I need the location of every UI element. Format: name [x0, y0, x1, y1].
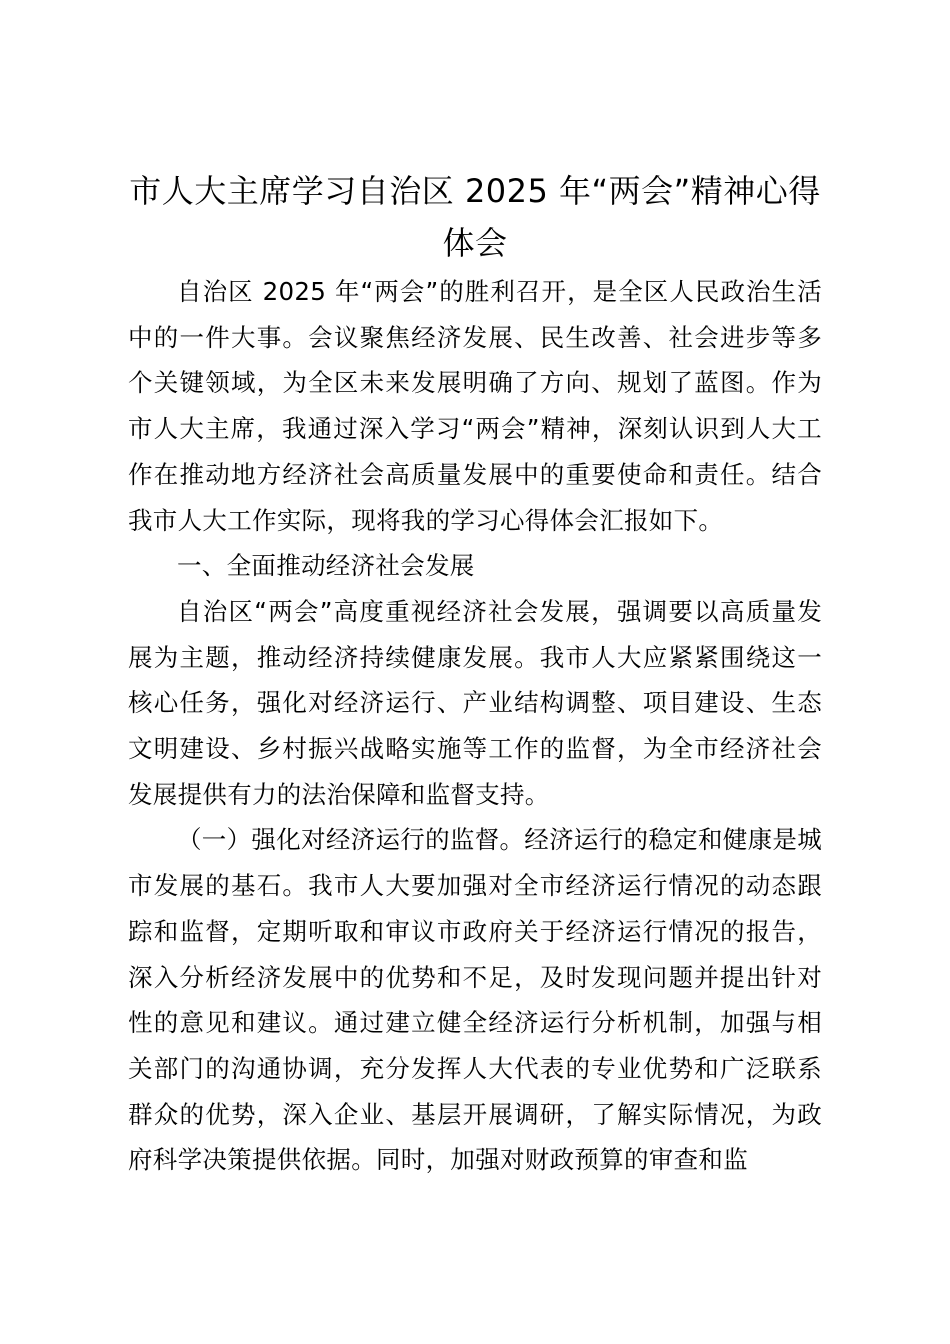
- document-page: [128, 165, 822, 1183]
- section-paragraph: 自治区“两会”高度重视经济社会发展，强调要以高质量发展为主题，推动经济持续健康发展。我市人大应紧紧围绕这一核心任务，强化对经济运行、产业结构调整、项目建设、生态文明建设、乡村振兴战略实施等工作的监督，为全市经济社会发展提供有力的法治保障和监督支持。: [128, 596, 822, 809]
- document-title: 市人大主席学习自治区 2025 年“两会”精神心得体会: [129, 172, 821, 262]
- section-heading: 一、全面推动经济社会发展: [177, 551, 475, 581]
- subsection-paragraph: （一）强化对经济运行的监督。经济运行的稳定和健康是城市发展的基石。我市人大要加强对全市经济运行情况的动态跟踪和监督，定期听取和审议市政府关于经济运行情况的报告，深入分析经济发展中的优势和不足，及时发现问题并提出针对性的意见和建议。通过建立健全经济运行分析机制，加强与相关部门的沟通协调，充分发挥人大代表的专业优势和广泛联系群众的优势，深入企业、基层开展调研，了解实际情况，为政府科学决策提供依据。同时，加强对财政预算的审查和监: [128, 825, 822, 1175]
- intro-paragraph: 自治区 2025 年“两会”的胜利召开，是全区人民政治生活中的一件大事。会议聚焦经济发展、民生改善、社会进步等多个关键领域，为全区未来发展明确了方向、规划了蓝图。作为市人大主席，我通过深入学习“两会”精神，深刻认识到人大工作在推动地方经济社会高质量发展中的重要使命和责任。结合我市人大工作实际，现将我的学习心得体会汇报如下。: [128, 277, 822, 535]
